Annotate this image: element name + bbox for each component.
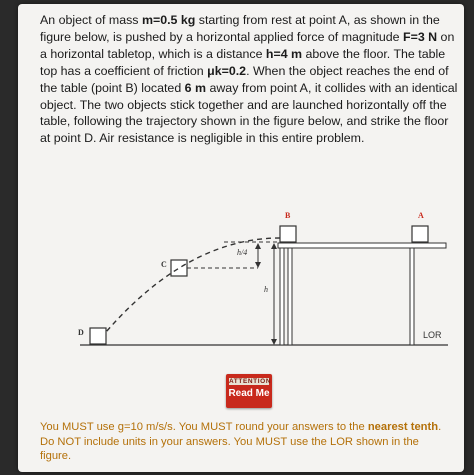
problem-text-6: away from point A, it collides with an identical object. The two objects stick together and are launched horizontally off the table, following the trajectory shown in the figure below, and strike the floor at point D. Air resistance is negligible in this entire problem. (40, 80, 458, 146)
problem-text-2: starting from rest at point A, as shown in the figure below, is pushed by a horizontal applied force of magnitude (40, 13, 440, 44)
block-d (90, 328, 106, 344)
problem-card (18, 4, 464, 472)
attention-label: ATTENTION (229, 378, 272, 385)
label-h: h (264, 285, 268, 294)
label-b: B (285, 211, 291, 220)
table-leg-left-inner (288, 248, 292, 345)
h4-arrow-head-top (255, 243, 261, 249)
h4-arrow-head-bottom (255, 262, 261, 268)
note-text-1: You MUST use g=10 m/s/s. You MUST round your answers to the (40, 421, 368, 433)
label-lor: LOR (423, 330, 442, 340)
instructions-note (40, 420, 450, 464)
force-value: F=3 N (403, 29, 438, 44)
note-text-2: . Do NOT include units in your answers. You MUST use the LOR shown in the figure. (40, 421, 442, 462)
label-a: A (418, 211, 424, 220)
table-top (278, 243, 446, 248)
distance-value: 6 m (184, 80, 207, 95)
table-leg-left-outer (280, 248, 284, 345)
h-arrow-head-bottom (271, 339, 277, 345)
height-value: h=4 m (265, 46, 303, 61)
physics-figure (18, 204, 464, 369)
problem-text-1: An object of mass (40, 13, 142, 27)
note-nearest-tenth: nearest tenth (367, 421, 439, 433)
table-leg-right (410, 248, 414, 345)
mass-value: m=0.5 kg (141, 13, 196, 27)
problem-statement (40, 12, 460, 147)
label-d: D (78, 328, 84, 337)
friction-value: μk=0.2 (207, 63, 247, 78)
h-arrow-head-top (271, 243, 277, 249)
block-b (280, 226, 296, 242)
read-me-label: Read Me (228, 388, 270, 399)
trajectory-path (106, 238, 280, 332)
block-c (171, 260, 187, 276)
problem-text-3: on a horizontal tabletop, which is a distance (40, 29, 455, 61)
block-a (412, 226, 428, 242)
label-h4: h/4 (237, 248, 248, 257)
problem-text-5: . When the object reaches the end of the table (point B) located (40, 63, 449, 95)
read-me-badge[interactable] (226, 374, 272, 408)
label-c: C (161, 260, 167, 269)
problem-text-4: above the floor. The table top has a coefficient of friction (40, 46, 446, 78)
